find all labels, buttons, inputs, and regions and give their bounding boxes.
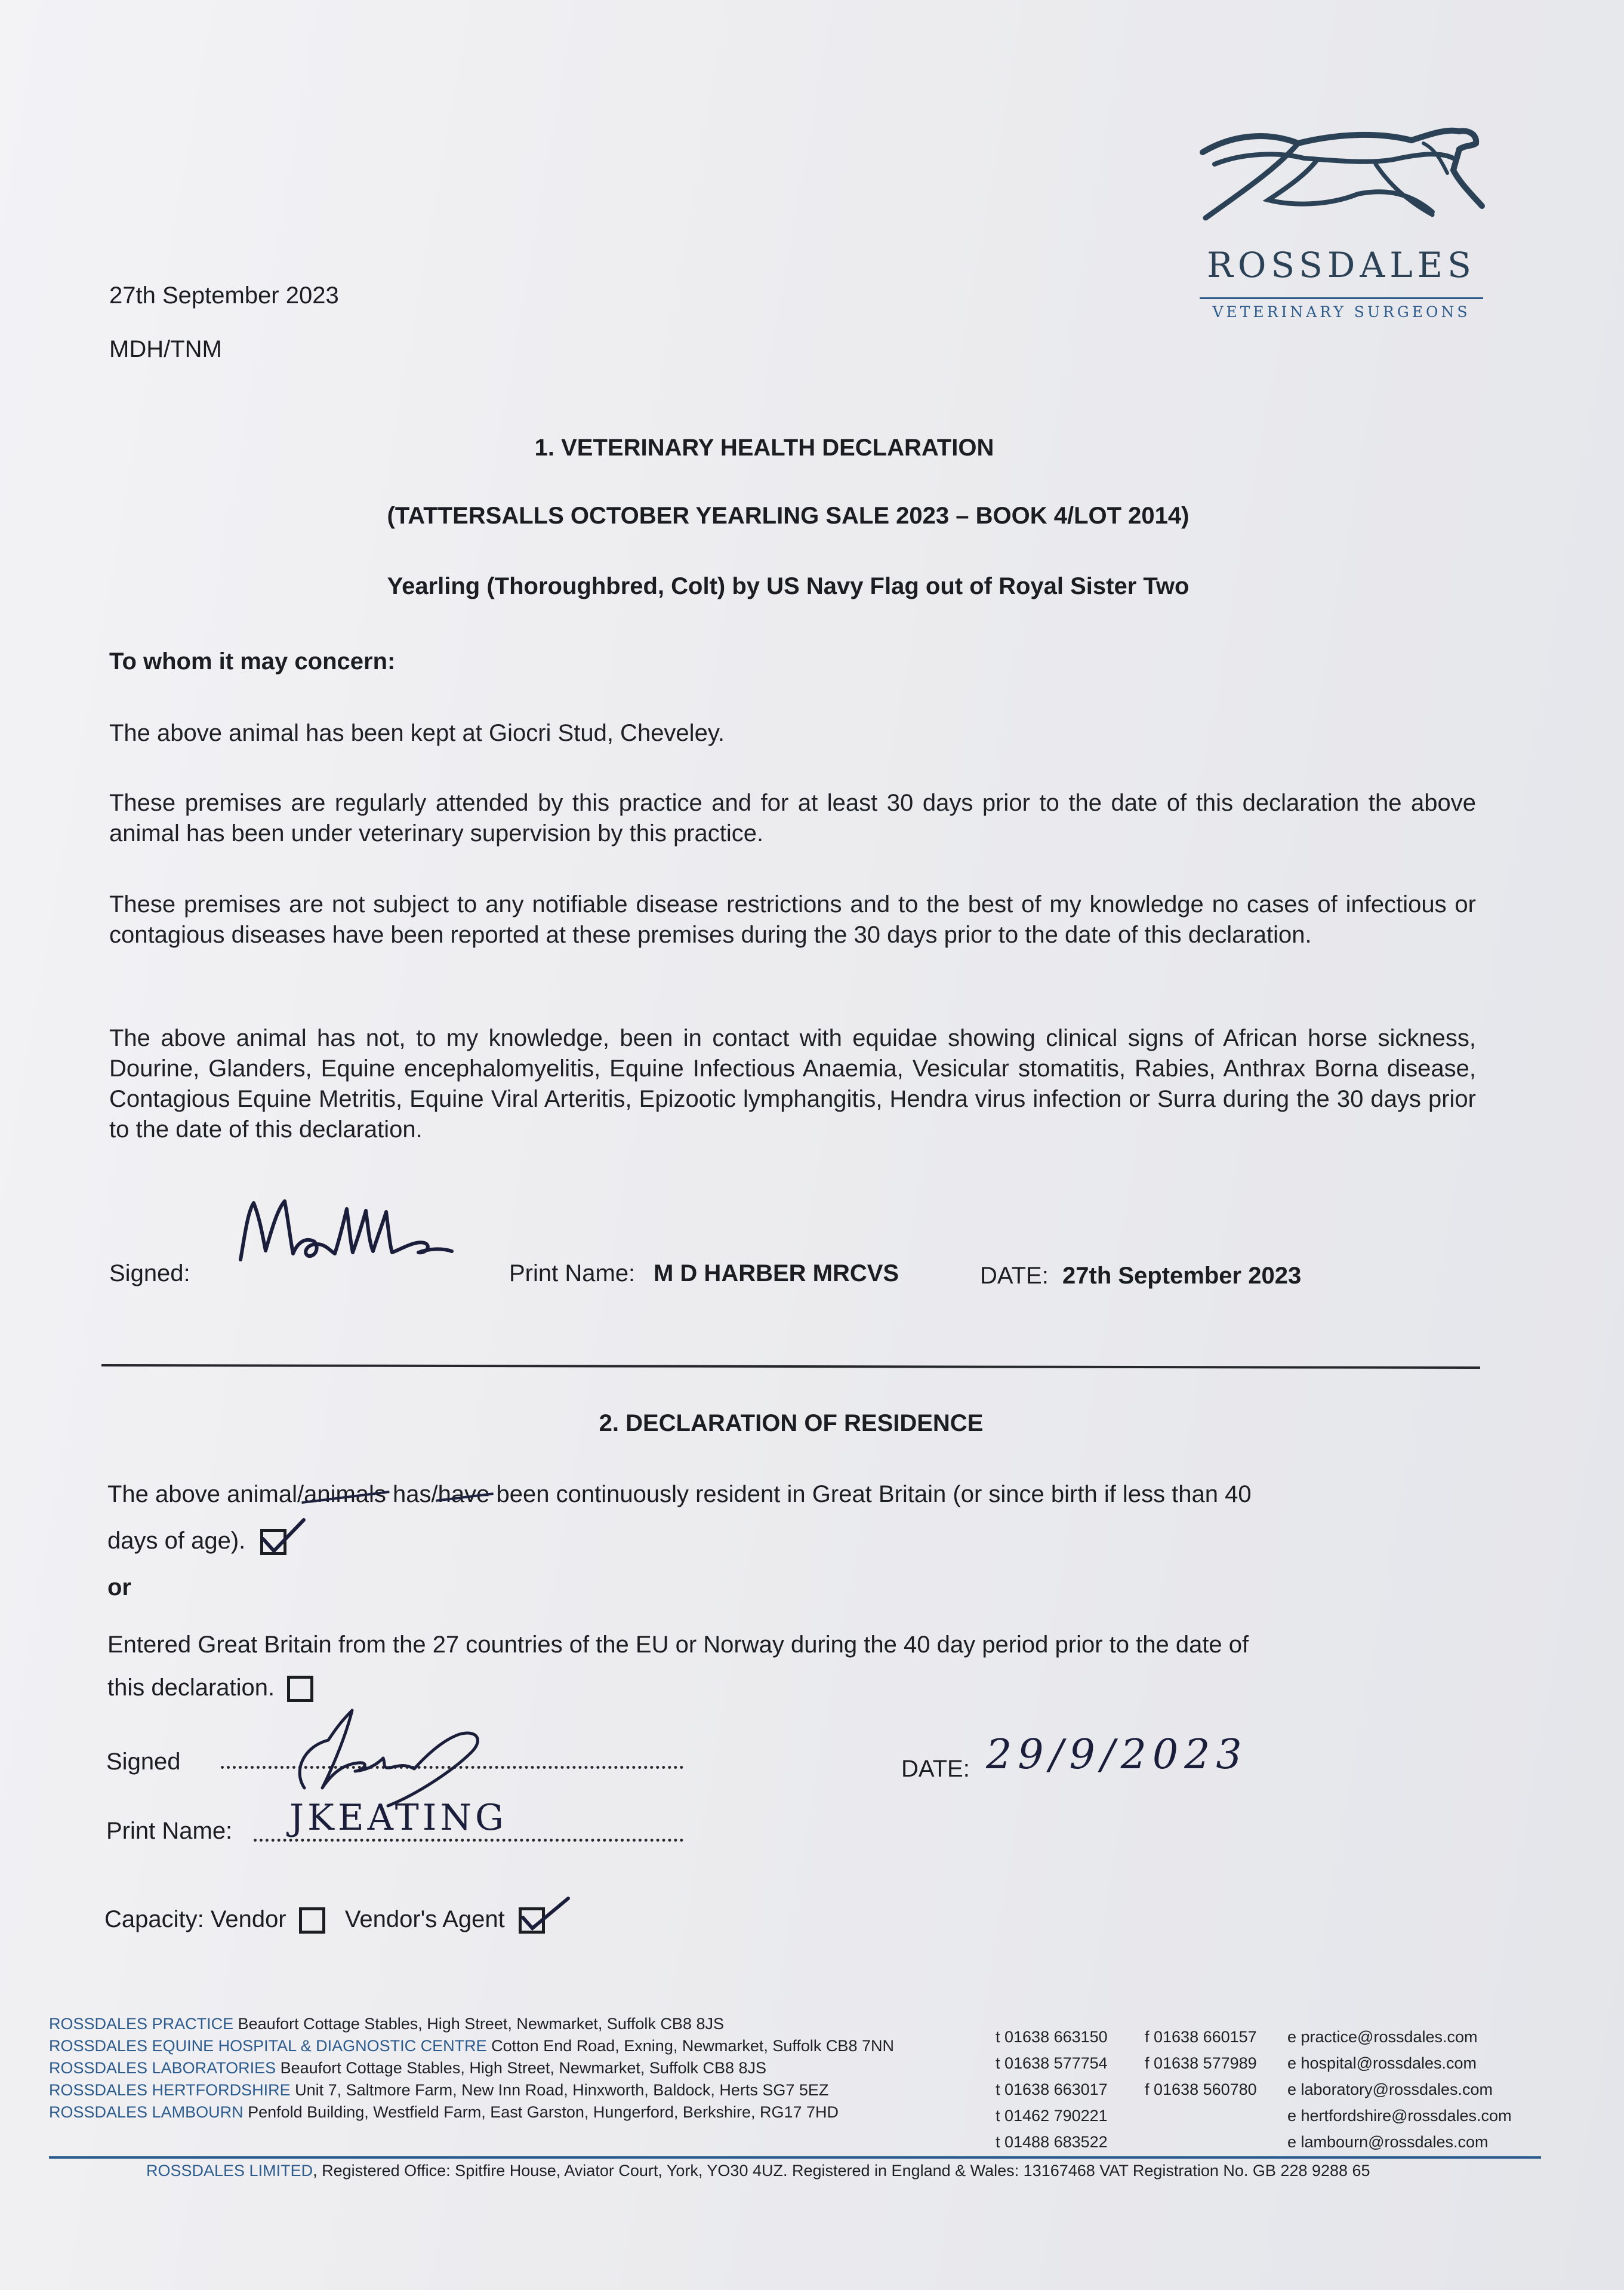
footer-phone: t 01462 790221 (996, 2107, 1108, 2125)
resident-check-mark (260, 1516, 307, 1558)
footer-site-name: ROSSDALES HERTFORDSHIRE (49, 2081, 291, 2099)
residence-text-c: been continuously resident in Great Britain (or since birth if less than 40 (489, 1481, 1252, 1507)
footer-rule (49, 2156, 1541, 2159)
footer-company-name: ROSSDALES LIMITED (146, 2162, 313, 2180)
print-name-line-2 (254, 1839, 683, 1842)
footer-phones (996, 2024, 1108, 2155)
logo-tagline: VETERINARY SURGEONS (1212, 303, 1471, 321)
vendors-agent-label: Vendor's Agent (344, 1906, 505, 1932)
date-label-1: DATE: (980, 1263, 1049, 1289)
section-divider (101, 1364, 1480, 1369)
footer-site-address: Cotton End Road, Exning, Newmarket, Suffolk CB8 7NN (486, 2037, 894, 2055)
footer-email: e practice@rossdales.com (1287, 2028, 1478, 2046)
footer-faxes (1145, 2024, 1257, 2103)
paragraph-kept-at: The above animal has been kept at Giocri Stud, Cheveley. (109, 720, 725, 746)
print-name-handwritten: JKEATING (289, 1797, 507, 1839)
letter-date: 27th September 2023 (109, 282, 339, 309)
logo-name: ROSSDALES (1207, 245, 1476, 285)
footer-site-name: ROSSDALES PRACTICE (49, 2015, 234, 2033)
footer-email: e hertfordshire@rossdales.com (1287, 2107, 1512, 2125)
footer-site-hertfordshire (49, 2079, 992, 2101)
footer-site-laboratories (49, 2057, 992, 2079)
footer-email: e hospital@rossdales.com (1287, 2054, 1477, 2072)
vendor-checkbox[interactable] (299, 1907, 325, 1934)
footer-site-practice (49, 2013, 992, 2035)
signed-label-1: Signed: (109, 1260, 190, 1286)
footer-email: e lambourn@rossdales.com (1287, 2133, 1489, 2151)
footer-site-name: ROSSDALES EQUINE HOSPITAL & DIAGNOSTIC CENTRE (49, 2037, 487, 2055)
footer-fax: f 01638 560780 (1145, 2080, 1257, 2098)
paragraph-restrictions: These premises are not subject to any notifiable disease restrictions and to the best of my knowledge no cases of infectious or contagious diseases have been reported at these premises during the 30 days prior to the date of this declaration. (109, 891, 1476, 948)
section2-title: 2. DECLARATION OF RESIDENCE (599, 1410, 984, 1436)
residence-text-b: has/ (386, 1481, 438, 1507)
footer-emails (1287, 2024, 1512, 2155)
or-label: or (107, 1574, 131, 1600)
paragraph-contact: The above animal has not, to my knowledge, been in contact with equidae showing clinical signs of African horse sickness, Dourine, Glanders, Equine encephalomyelitis, Equine Infectious Anaemia, Vesicular stomatitis, Rabies, Anthrax Borna disease, Contagious Equine Metritis, Equine Viral Arteritis, Epizootic lymphangitis, Hendra virus infection or Surra during the 30 days prior to the date of this declaration. (109, 1025, 1476, 1143)
residence-line-1 (107, 1479, 1492, 1509)
signed-label-2: Signed (106, 1749, 181, 1775)
resident-checkbox[interactable] (260, 1529, 286, 1555)
print-name-value-1: M D HARBER MRCVS (654, 1260, 899, 1286)
residence-text-d: days of age). (107, 1528, 246, 1554)
entered-line-1: Entered Great Britain from the 27 countries of the EU or Norway during the 40 day period prior to the date of (107, 1632, 1249, 1658)
section1-subtitle: (TATTERSALLS OCTOBER YEARLING SALE 2023 – BOOK 4/LOT 2014) (387, 503, 1190, 529)
vendors-agent-checkbox[interactable] (519, 1907, 545, 1934)
date-value-1: 27th September 2023 (1062, 1263, 1302, 1289)
struck-have: have (438, 1479, 490, 1509)
footer-site-hospital (49, 2035, 992, 2057)
agent-signature (281, 1698, 543, 1812)
salutation: To whom it may concern: (109, 648, 396, 675)
print-name-label-2: Print Name: (106, 1818, 233, 1844)
print-name-label-1: Print Name: (509, 1260, 636, 1286)
footer-site-address: Unit 7, Saltmore Farm, New Inn Road, Hinxworth, Baldock, Herts SG7 5EZ (290, 2081, 829, 2099)
footer-site-lambourn (49, 2101, 992, 2123)
struck-animals: animals (304, 1479, 386, 1509)
footer-company-info: , Registered Office: Spitfire House, Aviator Court, York, YO30 4UZ. Registered in England & Wales: 13167468 VAT Registration No. GB 228 9288 65 (313, 2162, 1370, 2180)
footer-fax: f 01638 660157 (1145, 2028, 1257, 2046)
capacity-vendor-label: Capacity: Vendor (104, 1906, 286, 1932)
date-handwritten: 29/9/2023 (986, 1731, 1248, 1778)
paragraph-supervision: These premises are regularly attended by this practice and for at least 30 days prior to the date of this declaration the above animal has been under veterinary supervision by this practice. (109, 790, 1476, 847)
animal-description: Yearling (Thoroughbred, Colt) by US Navy Flag out of Royal Sister Two (387, 573, 1190, 599)
footer-phone: t 01638 663150 (996, 2028, 1108, 2046)
residence-text-a: The above animal/ (107, 1481, 304, 1507)
capacity-row (104, 1904, 545, 1934)
vet-signature (236, 1194, 498, 1272)
footer-phone: t 01638 577754 (996, 2054, 1108, 2072)
footer-company (146, 2160, 1519, 2182)
logo-rule (1200, 297, 1483, 299)
footer-site-address: Beaufort Cottage Stables, High Street, Newmarket, Suffolk CB8 8JS (276, 2059, 767, 2077)
residence-line-2 (107, 1526, 286, 1556)
footer-email: e laboratory@rossdales.com (1287, 2080, 1493, 2098)
footer-phone: t 01488 683522 (996, 2133, 1108, 2151)
letter-reference: MDH/TNM (109, 336, 222, 362)
entered-text: this declaration. (107, 1675, 275, 1701)
footer-site-name: ROSSDALES LABORATORIES (49, 2059, 276, 2077)
footer-fax: f 01638 577989 (1145, 2054, 1257, 2072)
section1-title: 1. VETERINARY HEALTH DECLARATION (534, 435, 994, 461)
footer-site-address: Beaufort Cottage Stables, High Street, Newmarket, Suffolk CB8 8JS (233, 2015, 724, 2033)
footer-phone: t 01638 663017 (996, 2080, 1108, 2098)
footer-site-address: Penfold Building, Westfield Farm, East Garston, Hungerford, Berkshire, RG17 7HD (243, 2103, 839, 2121)
date-label-2: DATE: (901, 1756, 970, 1782)
rossdales-horse-logo (1197, 116, 1489, 236)
agent-check-mark (518, 1894, 572, 1937)
footer-site-name: ROSSDALES LAMBOURN (49, 2103, 244, 2121)
footer-addresses (49, 2013, 992, 2123)
